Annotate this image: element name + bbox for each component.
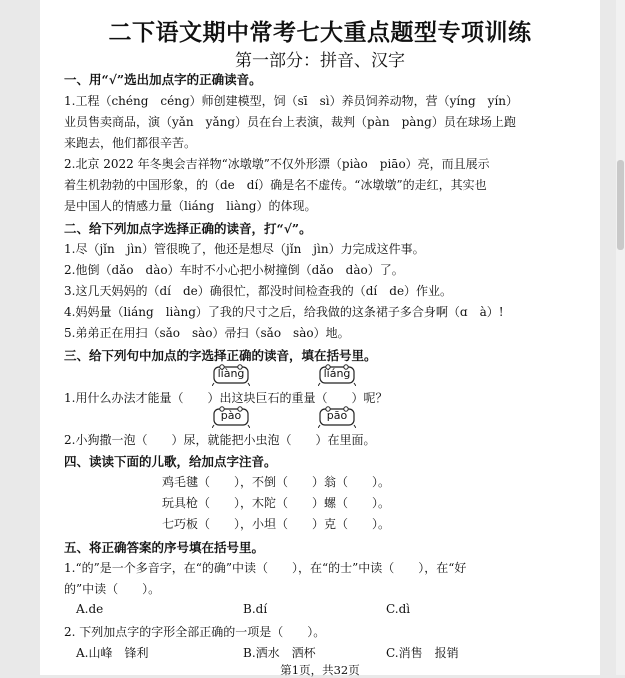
question-1-line-1: 1.“的”是一个多音字，在“的确”中读（ ），在“的士”中读（ ），在“好 (64, 561, 467, 575)
question-2-option-a: A.山峰 锋利 (76, 646, 149, 660)
section-3-line-1: 1.用什么办法才能量（ ）出这块巨石的重量（ ）呢？ (64, 391, 388, 405)
document-page (40, 0, 600, 675)
section-3-heading: 三、给下列句中加点的字选择正确的读音，填在括号里。 (64, 348, 377, 363)
question-1-line-2: 的”中读（ ）。 (64, 582, 161, 596)
pinyin-tag-liang4: liàng (212, 364, 250, 386)
page-footer: 第1页，共32页 (280, 663, 360, 677)
section-4-heading: 四、读读下面的儿歌，给加点字注音。 (64, 454, 277, 469)
rhyme-line-1: 鸡毛毽（ ），不倒（ ）翁（ ）。 (162, 475, 391, 489)
section-1-line-5: 着生机勃勃的中国形象，的（de dí）确是名不虚传。“冰墩墩”的走红，其实也 (64, 178, 487, 192)
question-1-option-a: A.de (76, 602, 104, 616)
section-1-line-4: 2.北京 2022 年冬奥会吉祥物“冰墩墩”不仅外形漂（piào piāo）亮，而且展示 (64, 157, 490, 171)
question-2: 2. 下列加点字的字形全部正确的一项是（ ）。 (64, 625, 326, 639)
pinyin-tag-pao4: pào (212, 406, 250, 428)
page-subtitle: 第一部分：拼音、汉字 (235, 51, 405, 71)
vertical-scrollbar[interactable] (616, 0, 625, 675)
question-1-option-b: B.dí (243, 602, 268, 616)
section-3-line-2: 2.小狗撒一泡（ ）尿，就能把小虫泡（ ）在里面。 (64, 433, 376, 447)
section-2-heading: 二、给下列加点字选择正确的读音，打“√”。 (64, 221, 312, 236)
section-1-line-1: 1.工程（chéng céng）师创建模型，饲（sī sì）养员饲养动物，营（yíng yín） (64, 94, 519, 108)
section-2-line-4: 4.妈妈量（liáng liàng）了我的尺寸之后，给我做的这条裙子多合身啊（ɑ à）! (64, 305, 504, 319)
scrollbar-thumb[interactable] (617, 160, 624, 250)
pinyin-tag-liang2: liáng (318, 364, 356, 386)
question-2-option-b: B.洒水 洒杯 (243, 646, 316, 660)
pinyin-tag-pao1: pāo (318, 406, 356, 428)
section-2-line-1: 1.尽（jǐn jìn）管很晚了，他还是想尽（jǐn jìn）力完成这件事。 (64, 242, 425, 256)
section-1-heading: 一、用“√”选出加点字的正确读音。 (64, 72, 262, 87)
section-2-line-2: 2.他倒（dǎo dào）车时不小心把小树撞倒（dǎo dào）了。 (64, 263, 404, 277)
section-5-heading: 五、将正确答案的序号填在括号里。 (64, 540, 265, 555)
page-title: 二下语文期中常考七大重点题型专项训练 (108, 19, 532, 46)
rhyme-line-3: 七巧板（ ），小坦（ ）克（ ）。 (162, 517, 391, 531)
question-2-option-c: C.消售 报销 (386, 646, 459, 660)
question-1-option-c: C.dì (386, 602, 411, 616)
rhyme-line-2: 玩具枪（ ），木陀（ ）螺（ ）。 (162, 496, 391, 510)
section-2-line-3: 3.这几天妈妈的（dí de）确很忙，都没时间检查我的（dí de）作业。 (64, 284, 453, 298)
section-1-line-3: 来跑去，他们都很辛苦。 (64, 136, 197, 150)
section-2-line-5: 5.弟弟正在用扫（sǎo sào）帚扫（sǎo sào）地。 (64, 326, 350, 340)
section-1-line-2: 业员售卖商品，演（yǎn yǎng）员在台上表演，裁判（pàn pàng）员在球场上跑 (64, 115, 516, 129)
section-1-line-6: 是中国人的情感力量（liáng liàng）的体现。 (64, 199, 317, 213)
